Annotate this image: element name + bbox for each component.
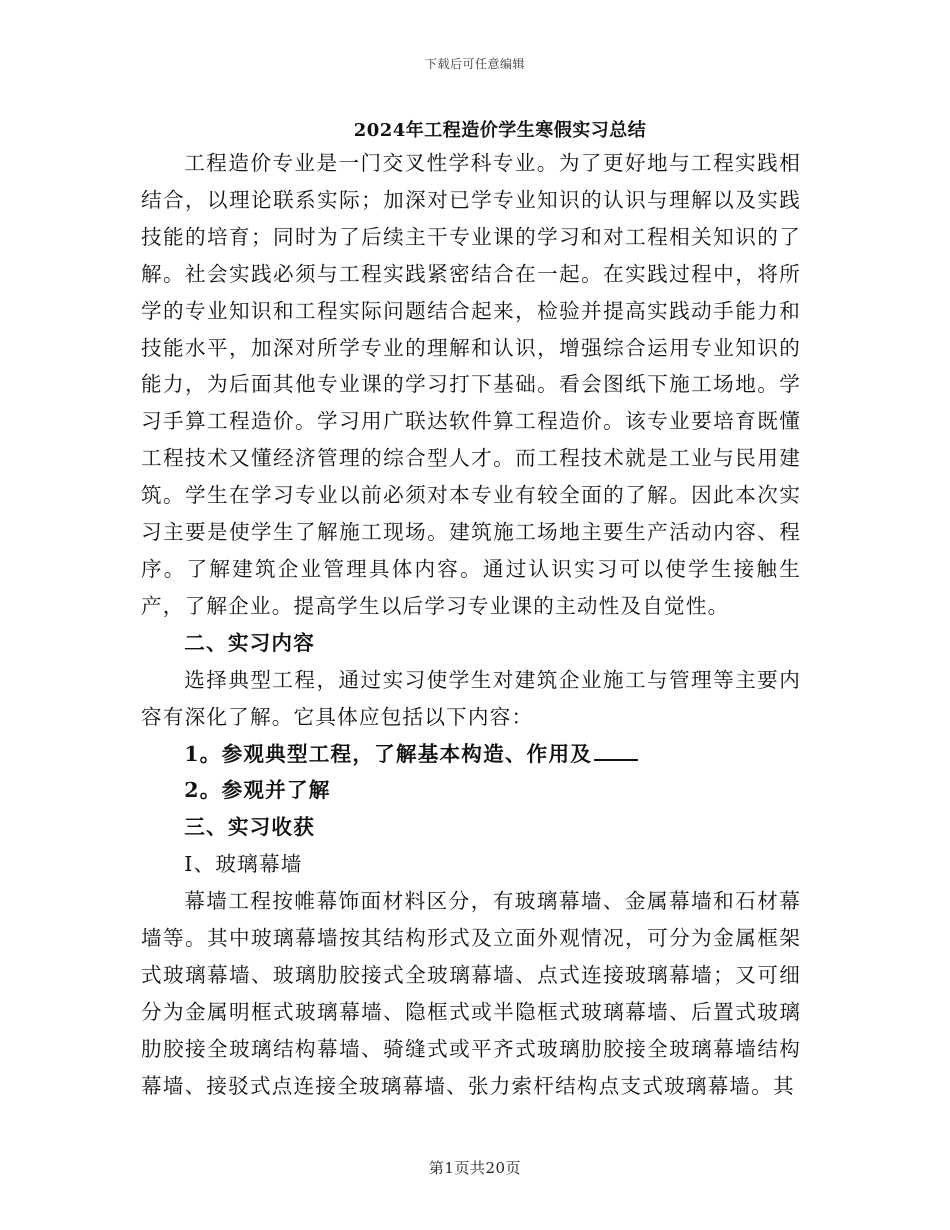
curtain-wall-paragraph: 幕墙工程按帷幕饰面材料区分，有玻璃幕墙、金属幕墙和石材幕墙等。其中玻璃幕墙按其结构形式及立面外观情况，可分为金属框架式玻璃幕墙、玻璃肋胶接式全玻璃幕墙、点式连接玻璃幕墙；又可细分为金属明框式玻璃幕墙、隐框式或半隐框式玻璃幕墙、后置式玻璃肋胶接全玻璃结构幕墙、骑缝式或平齐式玻璃肋胶接全玻璃幕墙结构幕墙、接驳式点连接全玻璃幕墙、张力索杆结构点支式玻璃幕墙。其 [141,889,801,1098]
document-body [141,145,801,1105]
content-item-1 [141,736,801,773]
header-note: 下载后可任意编辑 [424,57,525,71]
section-heading-gains: 三、实习收获 [184,815,316,840]
content-paragraph: 选择典型工程，通过实习使学生对建筑企业施工与管理等主要内容有深化了解。它具体应包括以下内容： [141,667,801,729]
content-item-1-text: 1。参观典型工程，了解基本构造、作用及 [184,741,593,766]
fill-blank-line [594,759,638,761]
document-title: 2024年工程造价学生寒假实习总结 [353,120,647,141]
subheading-glass-curtain-wall: I、玻璃幕墙 [184,852,303,877]
page-footer: 第1页共20页 [428,1159,522,1177]
content-item-2: 2。参观并了解 [184,778,331,803]
section-heading-content: 二、实习内容 [184,630,316,655]
intro-paragraph: 工程造价专业是一门交叉性学科专业。为了更好地与工程实践相结合，以理论联系实际；加深对已学专业知识的认识与理解以及实践技能的培育；同时为了后续主干专业课的学习和对工程相关知识的了解。社会实践必须与工程实践紧密结合在一起。在实践过程中，将所学的专业知识和工程实际问题结合起来，检验并提高实践动手能力和技能水平，加深对所学专业的理解和认识，增强综合运用专业知识的能力，为后面其他专业课的学习打下基础。看会图纸下施工场地。学习手算工程造价。学习用广联达软件算工程造价。该专业要培育既懂工程技术又懂经济管理的综合型人才。而工程技术就是工业与民用建筑。学生在学习专业以前必须对本专业有较全面的了解。因此本次实习主要是使学生了解施工现场。建筑施工场地主要生产活动内容、程序。了解建筑企业管理具体内容。通过认识实习可以使学生接触生产，了解企业。提高学生以后学习专业课的主动性及自觉性。 [141,151,801,618]
